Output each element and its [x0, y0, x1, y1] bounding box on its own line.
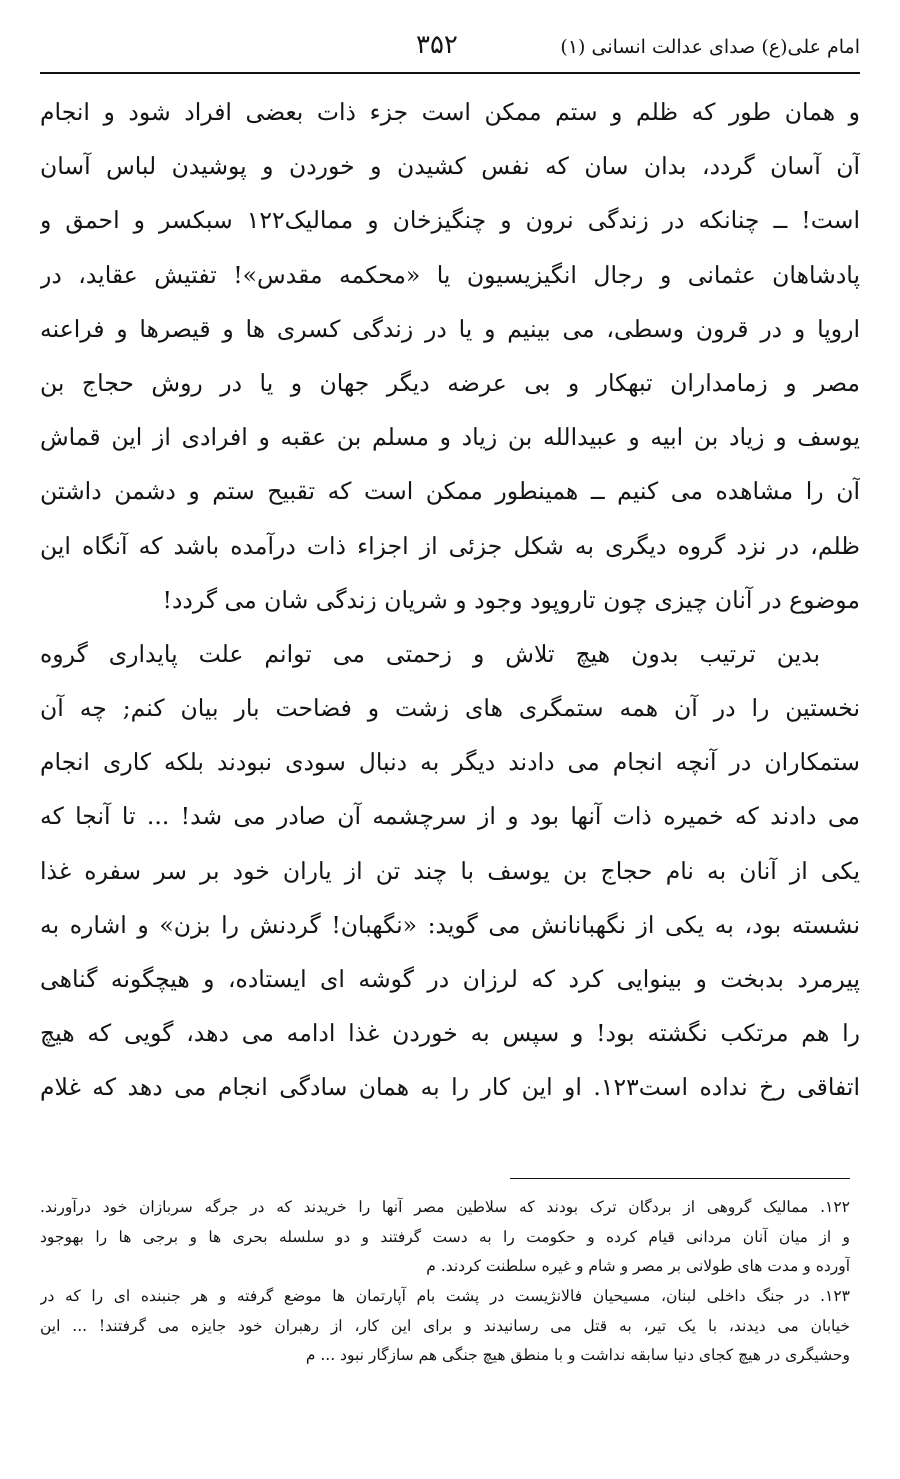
- footnote-line: ۱۲۳. در جنگ داخلی لبنان، مسیحیان فالانژیست در پشت بام آپارتمان ها موضع گرفته و هر جنبنده ای را که در: [40, 1287, 850, 1306]
- text-line: موضوع در آنان چیزی چون تاروپود وجود و شریان زندگی شان می گردد!: [162, 585, 860, 614]
- footnote-line: آورده و مدت های طولانی بر مصر و شام و غیره سلطنت کردند. م: [426, 1257, 850, 1276]
- text-line: مصر و زمامداران تبهکار و بی عرضه دیگر جهان و یا در روش حجاج بن: [40, 368, 860, 397]
- text-line: یوسف و زیاد بن ابیه و عبیدالله بن زیاد و مسلم بن عقبه و افرادی از این قماش: [40, 423, 860, 452]
- text-line: است! ــ چنانکه در زندگی نرون و چنگیزخان و ممالیک۱۲۲ سبکسر و احمق و: [40, 206, 860, 235]
- footnote-divider: [510, 1178, 850, 1179]
- text-line: می دادند که خمیره ذات آنها بود و از سرچشمه آن صادر می شد! ... تا آنجا که: [40, 802, 860, 831]
- page-number: ۳۵۲: [416, 30, 458, 60]
- running-header: [40, 28, 860, 70]
- text-line: بدین ترتیب بدون هیچ تلاش و زحمتی می توانم علت پایداری گروه: [40, 639, 820, 668]
- text-line: پادشاهان عثمانی و رجال انگیزیسیون یا «محکمه مقدس»! تفتیش عقاید، در: [40, 260, 860, 289]
- text-line: اتفاقی رخ نداده است۱۲۳. او این کار را به همان سادگی انجام می دهد که غلام: [40, 1073, 860, 1102]
- footnotes: [40, 1193, 850, 1371]
- text-line: یکی از آنان به نام حجاج بن یوسف با چند تن از یاران خود بر سر سفره غذا: [40, 856, 860, 885]
- text-line: ستمکاران در آنچه انجام می دادند دیگر به دنبال سودی نبودند بلکه کاری انجام: [40, 748, 860, 777]
- header-divider: [40, 72, 860, 74]
- text-line: آن آسان گردد، بدان سان که نفس کشیدن و خوردن و پوشیدن لباس آسان: [40, 152, 860, 181]
- text-line: اروپا و در قرون وسطی، می بینیم و یا در زندگی کسری ها و قیصرها و فراعنه: [40, 314, 860, 343]
- footnote-line: وحشیگری در هیچ کجای دنیا سابقه نداشت و با منطق هیچ جنگی هم سازگار نبود ... م: [305, 1346, 850, 1365]
- text-line: و همان طور که ظلم و ستم ممکن است جزء ذات بعضی افراد شود و انجام: [40, 98, 860, 126]
- book-title: امام علی(ع) صدای عدالت انسانی (۱): [560, 36, 860, 58]
- footnote-line: و از میان آنان مردانی قیام کرده و حکومت را به دست گرفتند و دو سلسله بحری ها و برجی ها را بهوجود: [40, 1227, 850, 1246]
- text-line: نشسته بود، به یکی از نگهبانانش می گوید: «نگهبان! گردنش را بزن» و اشاره به: [40, 910, 860, 939]
- text-line: ظلم، در نزد گروه دیگری به شکل جزئی از اجزاء ذات درآمده باشد که آنگاه این: [40, 531, 860, 560]
- text-line: آن را مشاهده می کنیم ــ همینطور ممکن است که تقبیح ستم و دشمن داشتن: [40, 477, 860, 506]
- text-line: پیرمرد بدبخت و بینوایی کرد که لرزان در گوشه ای ایستاده، و هیچگونه گناهی: [40, 965, 860, 993]
- text-line: نخستین را در آن همه ستمگری های زشت و فضاحت بار بیان کنم; چه آن: [40, 694, 860, 723]
- footnote-line: خیابان می دیدند، با یک تیر، به قتل می رسانیدند و برای این کار، از رهبران خود جایزه می گرفتند! ... این: [40, 1316, 850, 1335]
- footnote-line: ۱۲۲. ممالیک گروهی از بردگان ترک بودند که سلاطین مصر آنها را خریدند که در جرگه سربازان خود درآورند.: [40, 1198, 850, 1216]
- main-text: [40, 85, 860, 1115]
- text-line: را هم مرتکب نگشته بود! و سپس به خوردن غذا ادامه می دهد، گویی که هیچ: [40, 1019, 860, 1048]
